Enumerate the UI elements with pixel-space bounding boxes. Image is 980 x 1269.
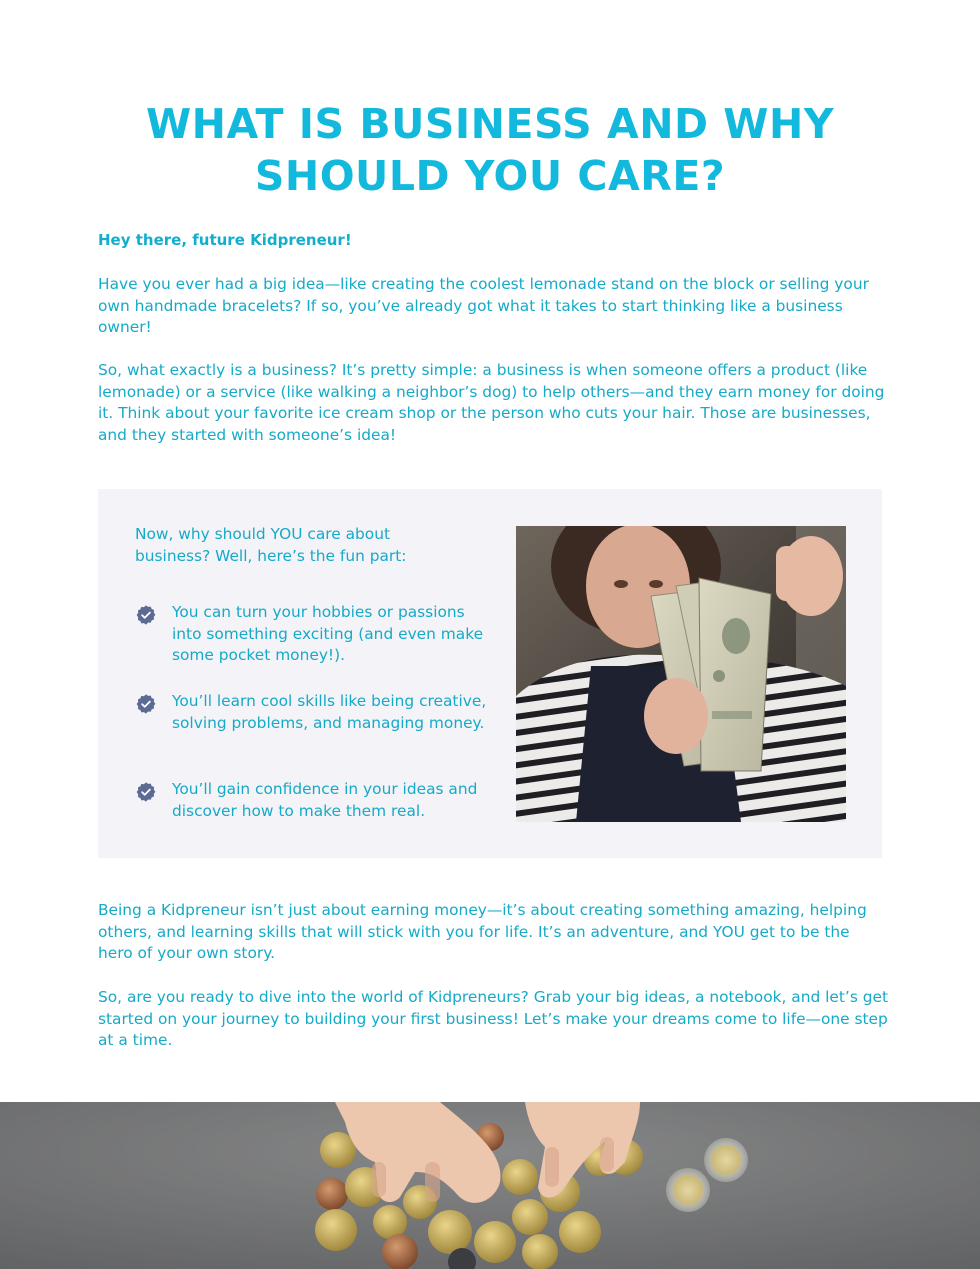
definition-paragraph: So, what exactly is a business? It’s pretty simple: a business is when someone offers a product (like lemonade) or a service (like walking a neighbor’s dog) to help others—and they earn money for doing it. Think about your favorite ice cream shop or the person who cuts your hair. Those are businesses, and they started with someone’s idea! (98, 361, 885, 445)
hands-with-coins-photo (0, 1102, 980, 1269)
greeting: Hey there, future Kidpreneur! (98, 231, 352, 249)
verified-check-badge-icon (135, 781, 157, 803)
page-title-line-1: WHAT IS BUSINESS AND WHY (145, 100, 835, 148)
verified-check-badge-icon (135, 604, 157, 626)
kidpreneur-paragraph: Being a Kidpreneur isn’t just about earning money—it’s about creating something amazing, helping others, and learning skills that will stick with you for life. It’s an adventure, and YOU get to be the hero of your own story. (98, 901, 867, 963)
intro-paragraph: Have you ever had a big idea—like creating the coolest lemonade stand on the block or selling your own handmade bracelets? If so, you’ve already got what it takes to start thinking like a business owner! (98, 275, 869, 337)
benefit-text: You’ll gain confidence in your ideas and discover how to make them real. (172, 780, 478, 820)
call-to-action-paragraph: So, are you ready to dive into the world of Kidpreneurs? Grab your big ideas, a notebook, and let’s get started on your journey to building your first business! Let’s make your dreams come to life—one step at a time. (98, 988, 889, 1050)
child-with-money-photo (516, 526, 846, 822)
verified-check-badge-icon (135, 693, 157, 715)
why-care-card (98, 489, 882, 858)
page-title-line-2: SHOULD YOU CARE? (254, 152, 726, 200)
benefit-text: You can turn your hobbies or passions into something exciting (and even make some pocket money!). (172, 603, 484, 665)
why-care-intro: Now, why should YOU care about business? Well, here’s the fun part: (135, 525, 407, 565)
page-title (0, 98, 980, 202)
benefit-text: You’ll learn cool skills like being creative, solving problems, and managing money. (172, 692, 487, 732)
